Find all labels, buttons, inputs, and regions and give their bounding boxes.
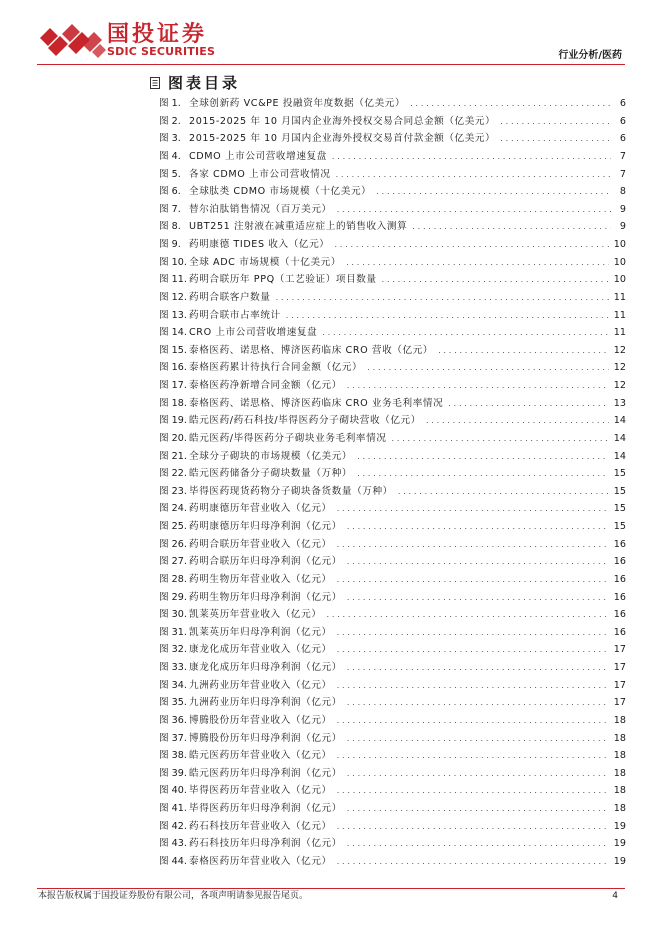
dot-leader <box>347 553 609 571</box>
toc-entry[interactable] <box>159 430 626 448</box>
dot-leader <box>347 835 609 853</box>
figure-number: 图 27. <box>159 556 187 568</box>
toc-entry[interactable] <box>159 694 626 712</box>
dot-leader <box>337 712 609 730</box>
figure-page-number: 17 <box>613 697 626 709</box>
figure-page-number: 18 <box>613 750 626 762</box>
figure-number: 图 14. <box>159 327 187 339</box>
figure-number: 图 3. <box>159 133 181 145</box>
figure-title: 药石科技历年营业收入（亿元） <box>189 820 332 832</box>
dot-leader <box>337 677 609 695</box>
figure-title: 凯莱英历年营业收入（亿元） <box>189 609 322 621</box>
figure-page-number: 18 <box>613 803 626 814</box>
figure-number: 图 22. <box>159 468 187 480</box>
figure-title: 药明合联历年 PPQ（工艺验证）项目数量 <box>189 274 377 286</box>
figure-page-number: 7 <box>619 150 626 162</box>
dot-leader <box>327 606 609 624</box>
figure-title: 皓元医药/药石科技/毕得医药分子砌块营收（亿元） <box>189 415 421 427</box>
toc-entry[interactable] <box>159 518 626 536</box>
figure-page-number: 15 <box>613 503 626 515</box>
toc-entry[interactable] <box>159 571 626 589</box>
dot-leader <box>337 641 609 659</box>
toc-entry[interactable] <box>159 589 626 607</box>
dot-leader <box>376 183 611 201</box>
figure-title: 药明康德 TIDES 收入（亿元） <box>189 239 330 250</box>
toc-entry[interactable] <box>159 448 626 466</box>
toc-entry[interactable] <box>159 483 626 501</box>
figure-page-number: 6 <box>619 133 626 145</box>
toc-entry[interactable] <box>159 465 626 483</box>
figure-page-number: 18 <box>613 785 626 797</box>
dot-leader <box>357 465 609 483</box>
toc-entry[interactable] <box>159 412 626 430</box>
figure-title: 药明康德历年营业收入（亿元） <box>189 503 332 515</box>
toc-entry[interactable] <box>159 148 626 166</box>
figure-page-number: 14 <box>613 432 626 444</box>
figure-page-number: 18 <box>613 767 626 779</box>
figure-title: 九洲药业历年营业收入（亿元） <box>189 679 332 691</box>
figure-title: 药明康德历年归母净利润（亿元） <box>189 521 342 532</box>
dot-leader <box>332 148 611 166</box>
footer-divider <box>37 888 625 889</box>
figure-title: 药明生物历年归母净利润（亿元） <box>189 591 342 603</box>
figure-page-number: 14 <box>613 450 626 462</box>
figure-number: 图 2. <box>159 115 181 127</box>
figure-number: 图 38. <box>159 750 187 762</box>
figure-number: 图 23. <box>159 485 187 497</box>
figure-number: 图 24. <box>159 503 187 515</box>
figure-page-number: 16 <box>613 573 626 585</box>
figure-page-number: 17 <box>613 644 626 656</box>
dot-leader <box>337 500 609 518</box>
toc-entry[interactable] <box>159 324 626 342</box>
figure-title: 药明合联历年归母净利润（亿元） <box>189 556 342 568</box>
header-divider <box>37 64 625 65</box>
figure-page-number: 15 <box>613 521 626 532</box>
figure-title: 替尔泊肽销售情况（百万美元） <box>189 203 332 215</box>
figure-title: 泰格医药历年营业收入（亿元） <box>189 855 332 867</box>
figure-page-number: 13 <box>613 397 626 409</box>
figure-number: 图 31. <box>159 626 187 638</box>
figure-number: 图 34. <box>159 679 187 691</box>
figure-page-number: 19 <box>613 855 626 867</box>
dot-leader <box>337 201 611 219</box>
figure-number: 图 33. <box>159 662 187 673</box>
toc-entry[interactable] <box>159 818 626 836</box>
figure-number: 图 36. <box>159 714 187 726</box>
figure-page-number: 16 <box>613 556 626 568</box>
figure-page-number: 7 <box>619 168 626 180</box>
figure-title: 泰格医药净新增合同金额（亿元） <box>189 380 342 391</box>
toc-entry[interactable] <box>159 201 626 219</box>
figure-page-number: 6 <box>619 98 626 109</box>
figure-title: 全球肽类 CDMO 市场规模（十亿美元） <box>189 186 372 198</box>
dot-leader <box>286 307 609 325</box>
figure-page-number: 6 <box>619 115 626 127</box>
dot-leader <box>347 518 609 536</box>
figure-number: 图 25. <box>159 521 187 532</box>
figure-page-number: 11 <box>613 309 626 321</box>
figure-title: CRO 上市公司营收增速复盘 <box>189 327 318 339</box>
figure-title: CDMO 上市公司营收增速复盘 <box>189 150 327 162</box>
dot-leader <box>322 324 608 342</box>
dot-leader <box>392 430 609 448</box>
footer-disclaimer: 本报告版权属于国投证券股份有限公司，各项声明请参见报告尾页。 <box>38 891 309 901</box>
report-category: 行业分析/医药 <box>558 50 622 61</box>
toc-entry[interactable] <box>159 835 626 853</box>
toc-entry[interactable] <box>159 853 626 871</box>
toc-entry[interactable] <box>159 730 626 748</box>
dot-leader <box>500 130 611 148</box>
figure-title: 泰格医药、诺思格、博济医药临床 CRO 营收（亿元） <box>189 344 434 356</box>
dot-leader <box>347 730 609 748</box>
figure-number: 图 26. <box>159 538 187 550</box>
figure-page-number: 16 <box>613 609 626 621</box>
figure-number: 图 10. <box>159 256 187 268</box>
figure-title: 2015-2025 年 10 月国内企业海外授权交易合同总金额（亿美元） <box>189 115 496 127</box>
figure-title: 九洲药业历年归母净利润（亿元） <box>189 697 342 709</box>
logo-chinese-name: 国投证券 <box>107 22 208 47</box>
figure-number: 图 30. <box>159 609 187 621</box>
figure-title: 博腾股份历年归母净利润（亿元） <box>189 732 342 744</box>
figure-page-number: 17 <box>613 679 626 691</box>
figure-number: 图 41. <box>159 803 187 814</box>
figure-number: 图 5. <box>159 168 181 180</box>
toc-entry[interactable] <box>159 747 626 765</box>
toc-entry[interactable] <box>159 95 626 113</box>
figure-page-number: 11 <box>613 291 626 303</box>
figure-page-number: 12 <box>613 380 626 391</box>
figure-title: 毕得医药历年归母净利润（亿元） <box>189 803 342 814</box>
figure-page-number: 16 <box>613 591 626 603</box>
toc-entry[interactable] <box>159 641 626 659</box>
figure-page-number: 12 <box>613 362 626 374</box>
toc-entry[interactable] <box>159 606 626 624</box>
toc-entry[interactable] <box>159 166 626 184</box>
figure-number: 图 9. <box>159 239 181 250</box>
figure-number: 图 42. <box>159 820 187 832</box>
figure-number: 图 28. <box>159 573 187 585</box>
dot-leader <box>276 289 609 307</box>
dot-leader <box>337 782 609 800</box>
toc-entry[interactable] <box>159 271 626 289</box>
toc-entry[interactable] <box>159 359 626 377</box>
dot-leader <box>410 95 611 113</box>
figure-number: 图 4. <box>159 150 181 162</box>
figure-page-number: 9 <box>619 203 626 215</box>
figure-title: 康龙化成历年归母净利润（亿元） <box>189 662 342 673</box>
figure-title: 全球分子砌块的市场规模（亿美元） <box>189 450 353 462</box>
figure-title: 毕得医药历年营业收入（亿元） <box>189 785 332 797</box>
figure-page-number: 18 <box>613 714 626 726</box>
figure-title: 2015-2025 年 10 月国内企业海外授权交易首付款金额（亿美元） <box>189 133 496 145</box>
figure-number: 图 18. <box>159 397 187 409</box>
dot-leader <box>337 818 609 836</box>
dot-leader <box>347 659 609 677</box>
figure-page-number: 18 <box>613 732 626 744</box>
toc-entry[interactable] <box>159 553 626 571</box>
logo-english-name: SDIC SECURITIES <box>107 45 216 58</box>
dot-leader <box>337 624 609 642</box>
toc-entry[interactable] <box>159 183 626 201</box>
figure-page-number: 10 <box>613 239 626 250</box>
page-number: 4 <box>612 891 618 901</box>
figure-page-number: 19 <box>613 838 626 850</box>
figure-title: 药明合联客户数量 <box>189 291 271 303</box>
figure-page-number: 14 <box>613 415 626 427</box>
figure-page-number: 12 <box>613 344 626 356</box>
toc-entry[interactable] <box>159 130 626 148</box>
dot-leader <box>347 589 609 607</box>
figure-title: 全球 ADC 市场规模（十亿美元） <box>189 256 342 268</box>
figure-title: 各家 CDMO 上市公司营收情况 <box>189 168 331 180</box>
dot-leader <box>337 853 609 871</box>
dot-leader <box>382 271 609 289</box>
toc-entry[interactable] <box>159 254 626 272</box>
toc-entry[interactable] <box>159 624 626 642</box>
figure-title: 皓元医药储备分子砌块数量（万种） <box>189 468 353 480</box>
figure-page-number: 15 <box>613 485 626 497</box>
figure-number: 图 40. <box>159 785 187 797</box>
toc-entry[interactable] <box>159 307 626 325</box>
figure-page-number: 19 <box>613 820 626 832</box>
figure-title: 药明合联市占率统计 <box>189 309 281 321</box>
figure-title: 皓元医药/毕得医药分子砌块业务毛利率情况 <box>189 432 387 444</box>
figure-number: 图 17. <box>159 380 187 391</box>
dot-leader <box>426 412 609 430</box>
figure-number: 图 39. <box>159 767 187 779</box>
dot-leader <box>347 694 609 712</box>
figure-title: 康龙化成历年营业收入（亿元） <box>189 644 332 656</box>
toc-entry[interactable] <box>159 395 626 413</box>
figure-number: 图 1. <box>159 98 181 109</box>
figure-title: 泰格医药累计待执行合同金额（亿元） <box>189 362 363 374</box>
figure-page-number: 8 <box>619 186 626 198</box>
figure-number: 图 43. <box>159 838 187 850</box>
figure-title: 皓元医药历年营业收入（亿元） <box>189 750 332 762</box>
figure-number: 图 15. <box>159 344 187 356</box>
figure-number: 图 35. <box>159 697 187 709</box>
figure-list <box>159 95 626 871</box>
figure-number: 图 13. <box>159 309 187 321</box>
figure-number: 图 16. <box>159 362 187 374</box>
company-logo-icon <box>38 24 108 60</box>
figure-number: 图 29. <box>159 591 187 603</box>
figure-page-number: 17 <box>613 662 626 673</box>
figure-number: 图 11. <box>159 274 187 286</box>
dot-leader <box>334 236 608 254</box>
figure-page-number: 16 <box>613 538 626 550</box>
figure-title: UBT251 注射液在减重适应症上的销售收入测算 <box>189 221 408 233</box>
page-header <box>0 0 662 64</box>
toc-entry[interactable] <box>159 113 626 131</box>
figure-page-number: 9 <box>619 221 626 233</box>
figure-title: 药明生物历年营业收入（亿元） <box>189 573 332 585</box>
toc-entry[interactable] <box>159 500 626 518</box>
toc-entry[interactable] <box>159 236 626 254</box>
dot-leader <box>412 218 611 236</box>
dot-leader <box>336 166 611 184</box>
figure-title: 泰格医药、诺思格、博济医药临床 CRO 业务毛利率情况 <box>189 397 444 409</box>
figure-page-number: 11 <box>613 327 626 339</box>
toc-entry[interactable] <box>159 800 626 818</box>
figure-title: 博腾股份历年营业收入（亿元） <box>189 714 332 726</box>
figure-title: 毕得医药现货药物分子砌块备货数量（万种） <box>189 485 393 497</box>
dot-leader <box>346 254 609 272</box>
figure-number: 图 19. <box>159 415 187 427</box>
dot-leader <box>357 448 609 466</box>
figure-title: 药石科技历年归母净利润（亿元） <box>189 838 342 850</box>
figure-number: 图 37. <box>159 732 187 744</box>
dot-leader <box>438 342 609 360</box>
figure-number: 图 6. <box>159 186 181 198</box>
dot-leader <box>500 113 611 131</box>
toc-entry[interactable] <box>159 677 626 695</box>
dot-leader <box>367 359 608 377</box>
figure-number: 图 21. <box>159 450 187 462</box>
figure-title: 凯莱英历年归母净利润（亿元） <box>189 626 332 638</box>
toc-entry[interactable] <box>159 342 626 360</box>
figure-page-number: 16 <box>613 626 626 638</box>
figure-number: 图 20. <box>159 432 187 444</box>
dot-leader <box>347 800 609 818</box>
toc-entry[interactable] <box>159 765 626 783</box>
toc-entry[interactable] <box>159 377 626 395</box>
dot-leader <box>337 536 609 554</box>
dot-leader <box>398 483 609 501</box>
list-icon <box>150 77 160 89</box>
figure-page-number: 15 <box>613 468 626 480</box>
figure-title: 皓元医药历年归母净利润（亿元） <box>189 767 342 779</box>
toc-entry[interactable] <box>159 289 626 307</box>
toc-entry[interactable] <box>159 712 626 730</box>
dot-leader <box>337 571 609 589</box>
toc-entry[interactable] <box>159 659 626 677</box>
figure-page-number: 10 <box>613 274 626 286</box>
figure-title: 全球创新药 VC&PE 投融资年度数据（亿美元） <box>189 98 406 109</box>
dot-leader <box>448 395 609 413</box>
toc-entry[interactable] <box>159 218 626 236</box>
dot-leader <box>337 747 609 765</box>
figure-number: 图 7. <box>159 203 181 215</box>
toc-entry[interactable] <box>159 782 626 800</box>
figure-title: 药明合联历年营业收入（亿元） <box>189 538 332 550</box>
toc-title: 图表目录 <box>168 74 241 92</box>
figure-number: 图 12. <box>159 291 187 303</box>
dot-leader <box>347 765 609 783</box>
figure-number: 图 32. <box>159 644 187 656</box>
figure-number: 图 8. <box>159 221 181 233</box>
figure-number: 图 44. <box>159 855 187 867</box>
toc-entry[interactable] <box>159 536 626 554</box>
figure-page-number: 10 <box>613 256 626 268</box>
dot-leader <box>347 377 609 395</box>
